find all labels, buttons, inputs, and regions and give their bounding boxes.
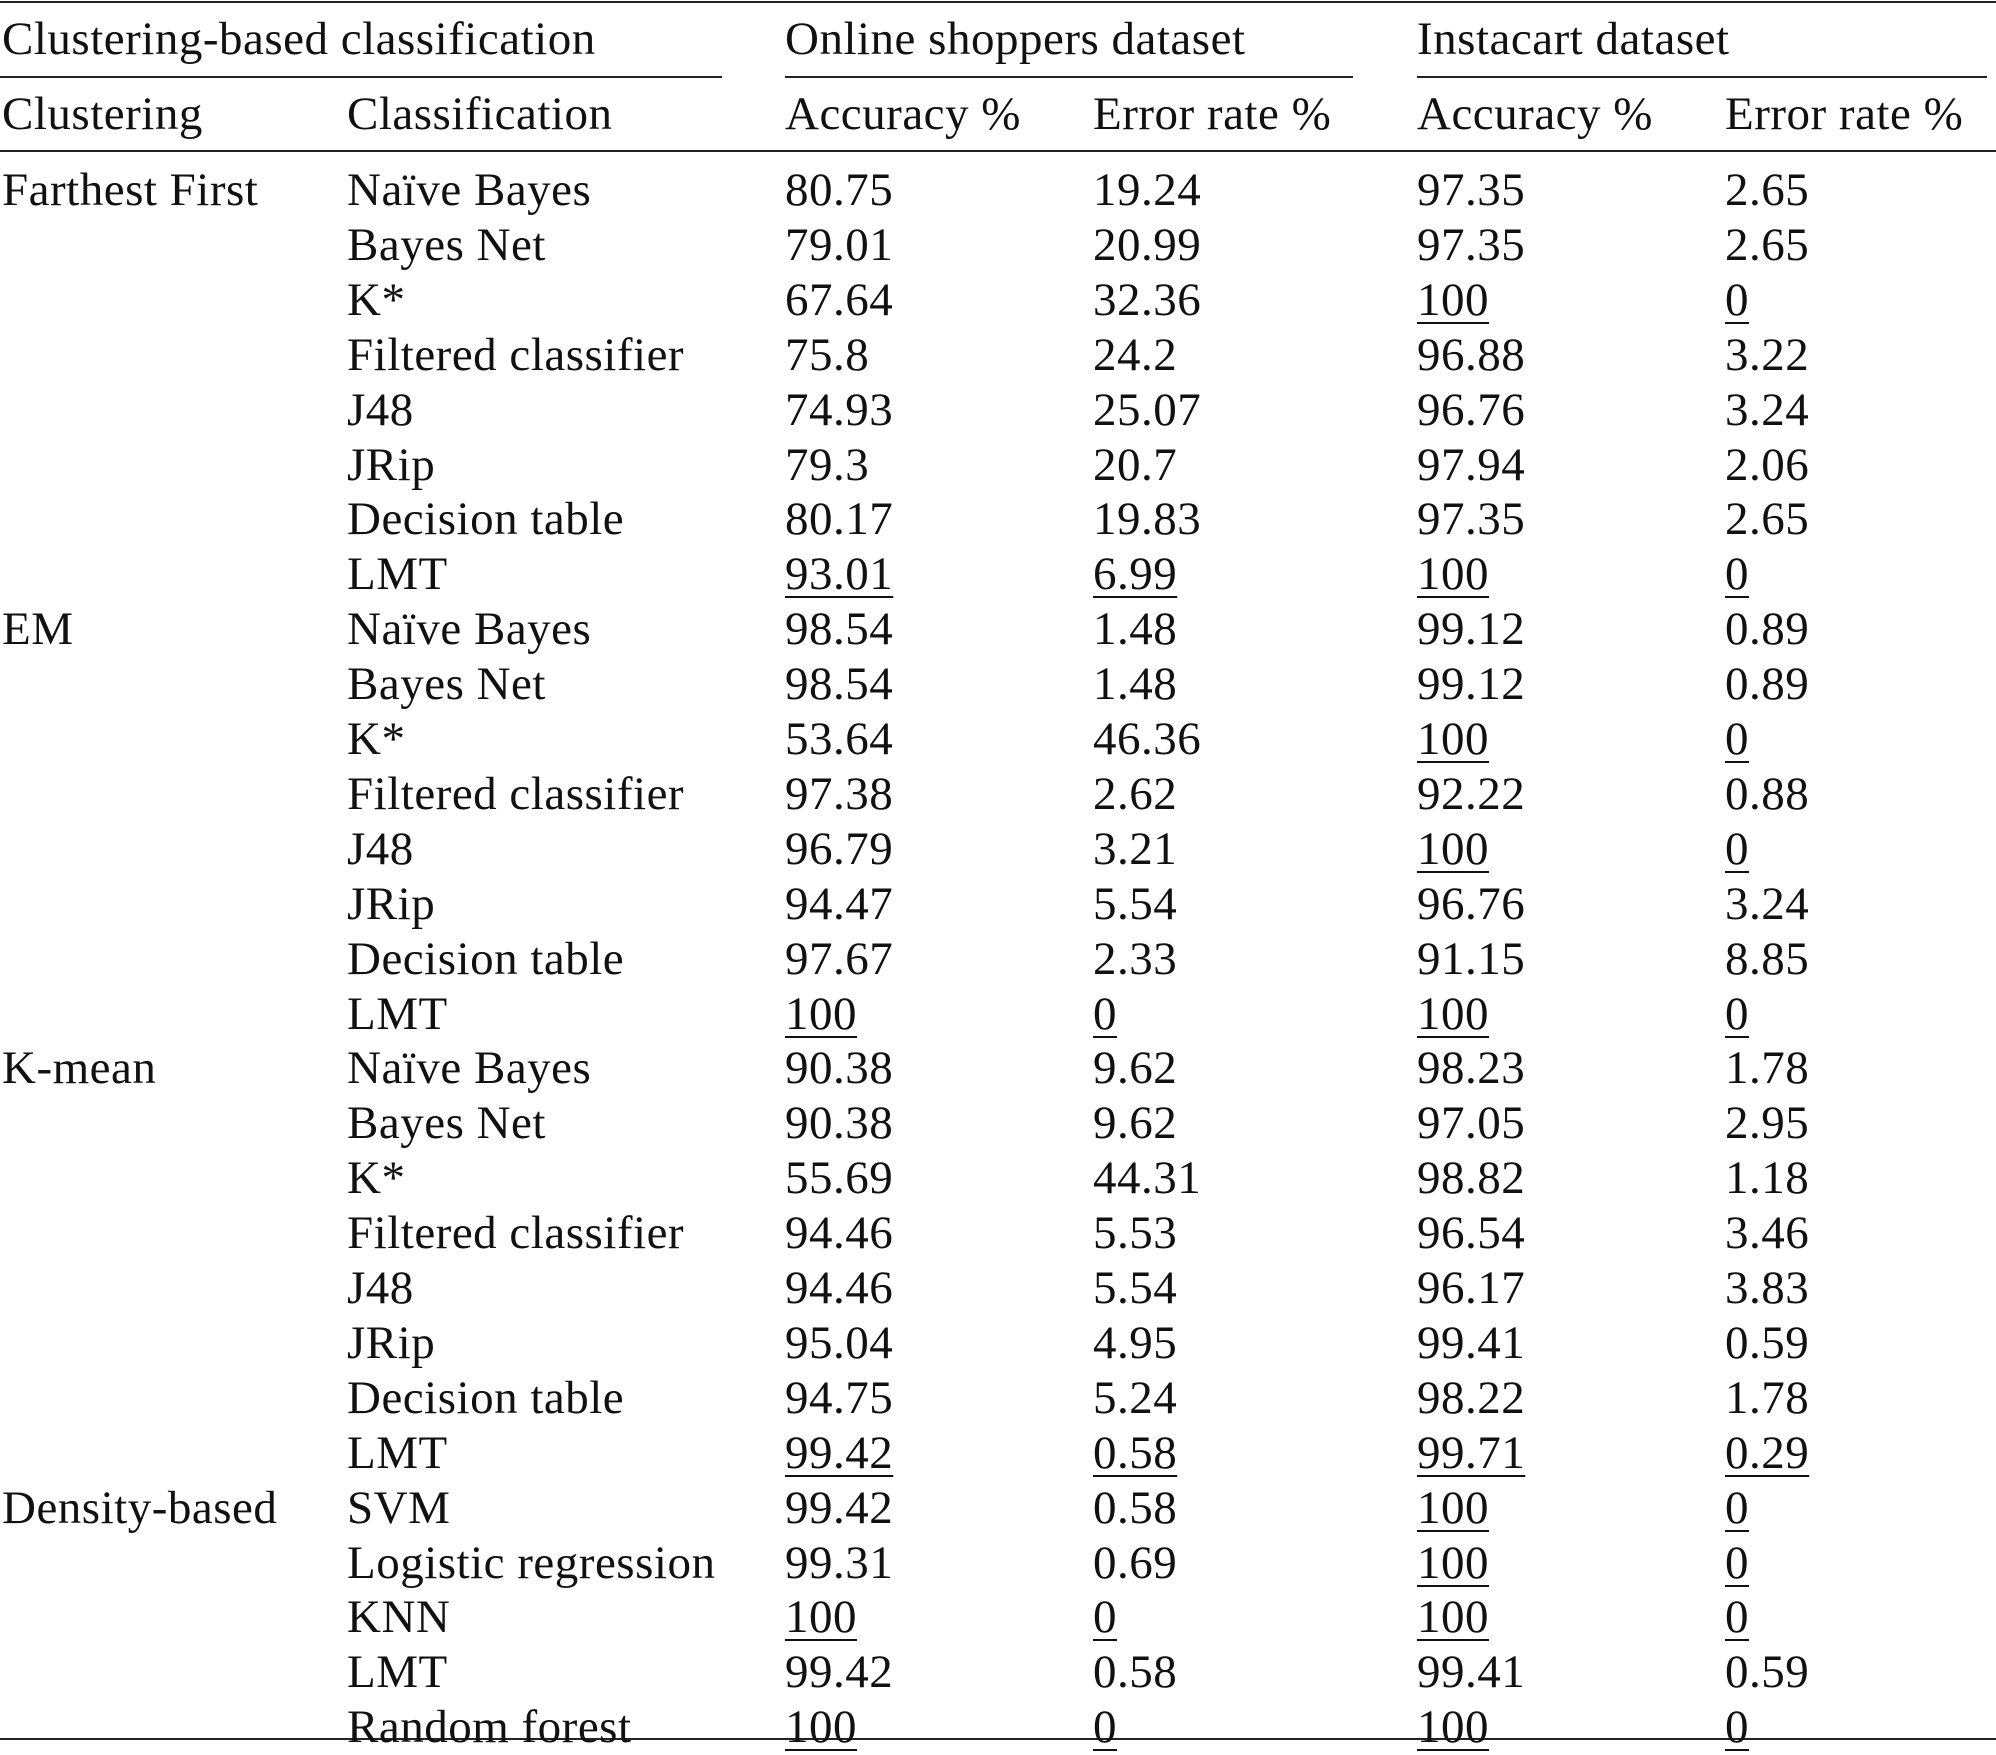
cell-instacart-error: 1.78 xyxy=(1725,1372,1810,1424)
cell-instacart-error: 2.65 xyxy=(1725,493,1810,545)
cell-instacart-error: 0 xyxy=(1725,1591,1749,1643)
cell-instacart-accuracy: 100 xyxy=(1417,713,1489,765)
cell-instacart-accuracy: 98.23 xyxy=(1417,1042,1526,1094)
cell-online-error: 2.33 xyxy=(1093,933,1178,985)
cell-classification: K* xyxy=(347,1152,406,1204)
cell-classification: K* xyxy=(347,274,406,326)
cell-classification: Filtered classifier xyxy=(347,329,685,381)
cell-instacart-accuracy: 98.82 xyxy=(1417,1152,1526,1204)
cell-classification: Decision table xyxy=(347,933,625,985)
cell-online-accuracy: 79.3 xyxy=(785,439,870,491)
cell-classification: Decision table xyxy=(347,1372,625,1424)
cell-online-accuracy: 99.31 xyxy=(785,1537,894,1589)
cell-online-error: 20.7 xyxy=(1093,439,1178,491)
cell-online-error: 6.99 xyxy=(1093,548,1178,600)
cell-instacart-error: 0 xyxy=(1725,1701,1749,1753)
cell-online-error: 5.53 xyxy=(1093,1207,1178,1259)
cell-instacart-error: 3.24 xyxy=(1725,878,1810,930)
cell-online-accuracy: 95.04 xyxy=(785,1317,894,1369)
cell-instacart-error: 0 xyxy=(1725,713,1749,765)
cell-online-accuracy: 90.38 xyxy=(785,1042,894,1094)
cell-online-accuracy: 94.75 xyxy=(785,1372,894,1424)
cell-instacart-accuracy: 96.17 xyxy=(1417,1262,1526,1314)
cell-instacart-error: 0 xyxy=(1725,274,1749,326)
cell-online-error: 44.31 xyxy=(1093,1152,1202,1204)
cell-classification: JRip xyxy=(347,878,436,930)
cell-classification: Naïve Bayes xyxy=(347,164,592,216)
cell-instacart-accuracy: 98.22 xyxy=(1417,1372,1526,1424)
col-header-online-accuracy: Accuracy % xyxy=(785,88,1021,140)
cell-online-accuracy: 90.38 xyxy=(785,1097,894,1149)
cell-online-accuracy: 98.54 xyxy=(785,658,894,710)
cell-online-error: 0.58 xyxy=(1093,1427,1178,1479)
cell-classification: Bayes Net xyxy=(347,1097,546,1149)
cell-online-accuracy: 94.46 xyxy=(785,1262,894,1314)
cell-instacart-error: 0 xyxy=(1725,548,1749,600)
cell-online-error: 0.58 xyxy=(1093,1482,1178,1534)
cell-instacart-error: 3.46 xyxy=(1725,1207,1810,1259)
cell-instacart-accuracy: 99.12 xyxy=(1417,603,1526,655)
cell-instacart-accuracy: 99.71 xyxy=(1417,1427,1526,1479)
cell-online-accuracy: 100 xyxy=(785,1701,857,1753)
cell-online-accuracy: 94.47 xyxy=(785,878,894,930)
cell-instacart-accuracy: 96.88 xyxy=(1417,329,1526,381)
cell-instacart-accuracy: 97.35 xyxy=(1417,493,1526,545)
cell-instacart-accuracy: 96.76 xyxy=(1417,878,1526,930)
cell-instacart-error: 0.59 xyxy=(1725,1317,1810,1369)
cell-instacart-error: 0 xyxy=(1725,988,1749,1040)
cell-instacart-accuracy: 91.15 xyxy=(1417,933,1526,985)
cell-instacart-error: 2.65 xyxy=(1725,219,1810,271)
cell-online-error: 32.36 xyxy=(1093,274,1202,326)
cell-classification: Naïve Bayes xyxy=(347,603,592,655)
cell-instacart-error: 8.85 xyxy=(1725,933,1810,985)
cell-instacart-accuracy: 99.12 xyxy=(1417,658,1526,710)
cell-online-error: 0 xyxy=(1093,1701,1117,1753)
cell-instacart-error: 3.22 xyxy=(1725,329,1810,381)
cell-online-accuracy: 94.46 xyxy=(785,1207,894,1259)
cell-instacart-error: 0 xyxy=(1725,1482,1749,1534)
cell-instacart-accuracy: 100 xyxy=(1417,1591,1489,1643)
cell-clustering: K-mean xyxy=(2,1042,157,1094)
cell-classification: Logistic regression xyxy=(347,1537,716,1589)
cell-instacart-accuracy: 92.22 xyxy=(1417,768,1526,820)
cell-instacart-error: 0.88 xyxy=(1725,768,1810,820)
col-header-instacart-error: Error rate % xyxy=(1725,88,1964,140)
cell-online-accuracy: 100 xyxy=(785,988,857,1040)
cell-online-error: 0 xyxy=(1093,1591,1117,1643)
cell-online-accuracy: 80.75 xyxy=(785,164,894,216)
cell-instacart-error: 2.06 xyxy=(1725,439,1810,491)
cell-instacart-error: 0 xyxy=(1725,823,1749,875)
cell-instacart-accuracy: 100 xyxy=(1417,988,1489,1040)
cell-instacart-accuracy: 99.41 xyxy=(1417,1646,1526,1698)
cell-online-error: 2.62 xyxy=(1093,768,1178,820)
cell-online-error: 19.24 xyxy=(1093,164,1202,216)
cell-instacart-error: 3.83 xyxy=(1725,1262,1810,1314)
cell-instacart-error: 0.89 xyxy=(1725,603,1810,655)
cell-classification: LMT xyxy=(347,988,448,1040)
cell-instacart-error: 3.24 xyxy=(1725,384,1810,436)
cell-classification: J48 xyxy=(347,823,414,875)
cell-online-error: 0 xyxy=(1093,988,1117,1040)
cell-instacart-error: 2.65 xyxy=(1725,164,1810,216)
cell-online-error: 46.36 xyxy=(1093,713,1202,765)
cell-online-error: 5.54 xyxy=(1093,1262,1178,1314)
cell-instacart-accuracy: 100 xyxy=(1417,823,1489,875)
cell-online-accuracy: 67.64 xyxy=(785,274,894,326)
cell-instacart-error: 0 xyxy=(1725,1537,1749,1589)
cell-instacart-accuracy: 97.35 xyxy=(1417,219,1526,271)
cell-classification: J48 xyxy=(347,1262,414,1314)
col-header-instacart-accuracy: Accuracy % xyxy=(1417,88,1653,140)
cell-classification: J48 xyxy=(347,384,414,436)
cell-online-accuracy: 79.01 xyxy=(785,219,894,271)
cell-classification: LMT xyxy=(347,1427,448,1479)
cell-classification: JRip xyxy=(347,439,436,491)
col-header-clustering: Clustering xyxy=(2,88,203,140)
cell-online-error: 3.21 xyxy=(1093,823,1178,875)
cell-online-error: 19.83 xyxy=(1093,493,1202,545)
cell-online-accuracy: 75.8 xyxy=(785,329,870,381)
cell-online-error: 9.62 xyxy=(1093,1042,1178,1094)
cell-online-accuracy: 55.69 xyxy=(785,1152,894,1204)
cell-instacart-accuracy: 100 xyxy=(1417,548,1489,600)
cell-clustering: Density-based xyxy=(2,1482,278,1534)
cell-classification: Naïve Bayes xyxy=(347,1042,592,1094)
cell-classification: KNN xyxy=(347,1591,451,1643)
cell-classification: SVM xyxy=(347,1482,451,1534)
cell-online-accuracy: 97.38 xyxy=(785,768,894,820)
cell-instacart-accuracy: 97.05 xyxy=(1417,1097,1526,1149)
cell-clustering: Farthest First xyxy=(2,164,259,216)
cell-classification: LMT xyxy=(347,548,448,600)
cell-online-accuracy: 99.42 xyxy=(785,1427,894,1479)
cell-online-error: 0.69 xyxy=(1093,1537,1178,1589)
cell-classification: Bayes Net xyxy=(347,658,546,710)
cell-online-error: 9.62 xyxy=(1093,1097,1178,1149)
group-header-clustering-classification: Clustering-based classification xyxy=(2,13,596,65)
cell-instacart-error: 0.29 xyxy=(1725,1427,1810,1479)
cell-instacart-accuracy: 97.94 xyxy=(1417,439,1526,491)
cell-online-accuracy: 99.42 xyxy=(785,1482,894,1534)
cell-online-accuracy: 53.64 xyxy=(785,713,894,765)
cell-clustering: EM xyxy=(2,603,74,655)
cell-instacart-accuracy: 100 xyxy=(1417,274,1489,326)
cell-instacart-accuracy: 96.54 xyxy=(1417,1207,1526,1259)
cell-classification: Random forest xyxy=(347,1701,632,1753)
group-header-online-shoppers: Online shoppers dataset xyxy=(785,13,1246,65)
cell-instacart-accuracy: 100 xyxy=(1417,1482,1489,1534)
cell-online-error: 4.95 xyxy=(1093,1317,1178,1369)
cell-instacart-accuracy: 100 xyxy=(1417,1537,1489,1589)
cell-online-accuracy: 80.17 xyxy=(785,493,894,545)
cell-instacart-accuracy: 97.35 xyxy=(1417,164,1526,216)
cell-classification: K* xyxy=(347,713,406,765)
cell-online-error: 25.07 xyxy=(1093,384,1202,436)
cell-classification: LMT xyxy=(347,1646,448,1698)
cell-online-error: 5.54 xyxy=(1093,878,1178,930)
cell-online-accuracy: 93.01 xyxy=(785,548,894,600)
cell-online-accuracy: 96.79 xyxy=(785,823,894,875)
cell-classification: Filtered classifier xyxy=(347,1207,685,1259)
col-header-online-error: Error rate % xyxy=(1093,88,1332,140)
cell-classification: Decision table xyxy=(347,493,625,545)
cell-classification: Bayes Net xyxy=(347,219,546,271)
cell-instacart-accuracy: 100 xyxy=(1417,1701,1489,1753)
cell-instacart-accuracy: 99.41 xyxy=(1417,1317,1526,1369)
cell-online-accuracy: 100 xyxy=(785,1591,857,1643)
cell-classification: JRip xyxy=(347,1317,436,1369)
cell-instacart-error: 0.89 xyxy=(1725,658,1810,710)
cell-online-error: 24.2 xyxy=(1093,329,1178,381)
cell-online-accuracy: 74.93 xyxy=(785,384,894,436)
cell-online-accuracy: 98.54 xyxy=(785,603,894,655)
cell-online-error: 0.58 xyxy=(1093,1646,1178,1698)
cell-online-error: 1.48 xyxy=(1093,658,1178,710)
cell-online-accuracy: 99.42 xyxy=(785,1646,894,1698)
group-header-instacart: Instacart dataset xyxy=(1417,13,1730,65)
cell-classification: Filtered classifier xyxy=(347,768,685,820)
col-header-classification: Classification xyxy=(347,88,613,140)
cell-instacart-error: 1.18 xyxy=(1725,1152,1810,1204)
cell-online-accuracy: 97.67 xyxy=(785,933,894,985)
cell-online-error: 20.99 xyxy=(1093,219,1202,271)
cell-instacart-error: 2.95 xyxy=(1725,1097,1810,1149)
cell-instacart-error: 1.78 xyxy=(1725,1042,1810,1094)
cell-instacart-accuracy: 96.76 xyxy=(1417,384,1526,436)
cell-online-error: 5.24 xyxy=(1093,1372,1178,1424)
cell-online-error: 1.48 xyxy=(1093,603,1178,655)
cell-instacart-error: 0.59 xyxy=(1725,1646,1810,1698)
